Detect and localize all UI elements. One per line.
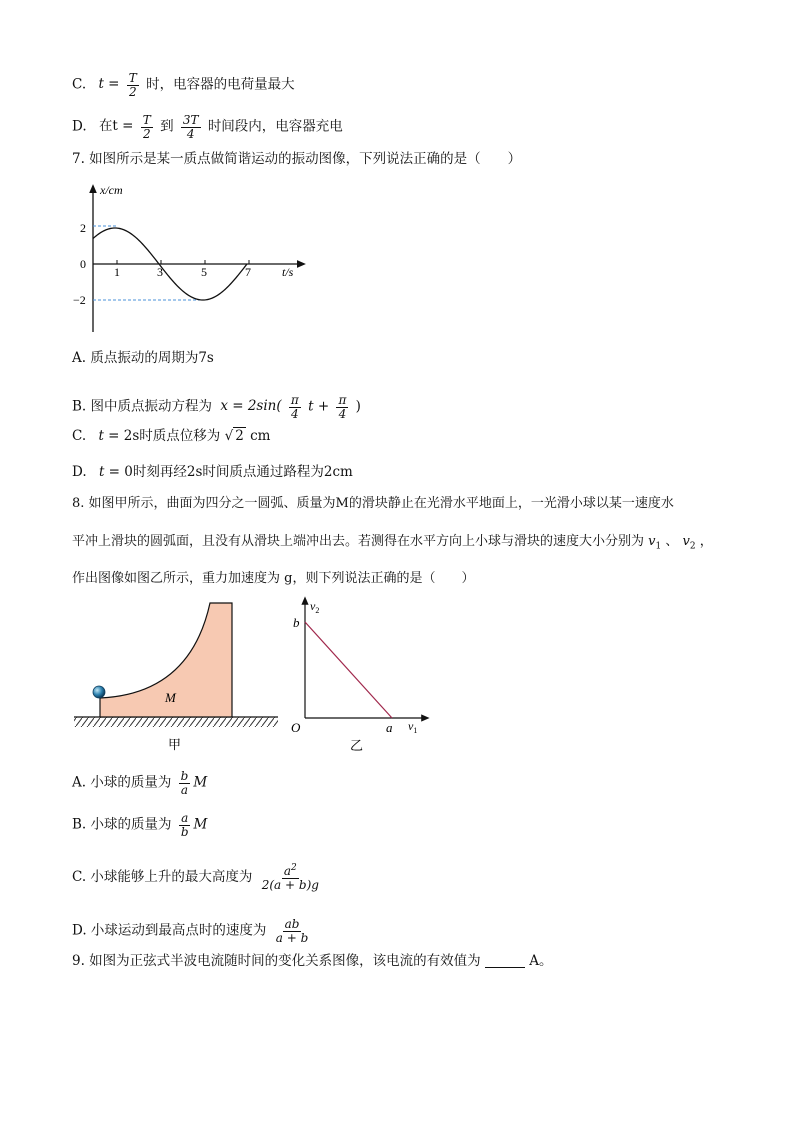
q6-option-c xyxy=(72,72,295,98)
x-tick-7: 7 xyxy=(245,265,251,279)
option-label: C. 小球能够上升的最大高度为 xyxy=(72,868,253,885)
mass-symbol: M xyxy=(193,816,208,833)
mass-symbol: M xyxy=(193,774,208,791)
x-axis-label: t/s xyxy=(282,265,294,279)
ball xyxy=(93,686,105,698)
q7-option-b xyxy=(72,394,361,420)
fraction-b-over-a xyxy=(179,770,191,796)
q8-stem-line1: 8. 如图甲所示，曲面为四分之一圆弧、质量为M的滑块静止在光滑水平地面上，一光滑小球以某一速度水 xyxy=(72,496,674,511)
frac-num: T xyxy=(142,113,151,127)
equation-part: ) xyxy=(355,398,361,415)
frac-num: 3T xyxy=(182,113,199,127)
caption-jia: 甲 xyxy=(168,738,182,753)
option-text: = 0时刻再经2s时间质点通过路程为2cm xyxy=(108,464,353,480)
fraction-3t-over-4 xyxy=(181,114,201,140)
option-text: = 2s时质点位移为 xyxy=(108,428,221,444)
subscript: 1 xyxy=(655,541,662,552)
q7-option-d xyxy=(72,466,353,480)
option-label: B. 图中质点振动方程为 xyxy=(72,398,213,415)
fraction-ab-over-a-plus-b xyxy=(274,918,311,944)
option-label: D. 小球运动到最高点时的速度为 xyxy=(72,922,267,939)
fraction-pi-over-4 xyxy=(336,394,348,420)
sqrt-2: √ 2 xyxy=(224,428,244,444)
frac-den: 2 xyxy=(142,126,151,141)
frac-den: 4 xyxy=(186,126,195,141)
frac-num: π xyxy=(290,393,299,407)
frac-den: a xyxy=(180,782,189,797)
math-t: t xyxy=(98,464,105,480)
frac-num xyxy=(282,864,299,879)
fraction-a-over-b xyxy=(179,812,191,838)
fraction-pi-over-4 xyxy=(289,394,301,420)
frac-num: π xyxy=(338,393,347,407)
option-label: D. xyxy=(72,118,87,135)
y-tick-2: 2 xyxy=(80,221,86,235)
symbol-v2: v xyxy=(682,534,690,549)
frac-num: T xyxy=(128,71,137,85)
a-label: a xyxy=(386,720,393,735)
stem-text: 平冲上滑块的圆弧面，且没有从滑块上端冲出去。若测得在水平方向上小球与滑块的速度大小分别为 xyxy=(72,534,645,549)
b-label: b xyxy=(293,615,300,630)
fraction-t-over-2 xyxy=(127,72,139,98)
y-axis-label: x/cm xyxy=(100,183,123,197)
y-tick-0: 0 xyxy=(80,257,86,271)
v2-v1-line xyxy=(305,622,392,718)
y-axis-label: $v_2$ xyxy=(310,599,320,615)
symbol-v1: v xyxy=(648,534,656,549)
subscript: 2 xyxy=(689,541,696,552)
frac-den: 2(a + b)g xyxy=(261,877,319,892)
ground-hatch xyxy=(74,717,278,727)
q8-option-a xyxy=(72,770,207,796)
q8-option-c xyxy=(72,864,324,891)
fraction-max-height xyxy=(260,864,321,891)
unit: cm xyxy=(250,428,271,444)
q7-oscillation-graph xyxy=(70,180,310,340)
q8-figure-jia xyxy=(70,598,282,758)
q7-option-a: A. 质点振动的周期为7s xyxy=(72,350,214,366)
frac-den: 2 xyxy=(128,84,137,99)
option-text: 时间段内，电容器充电 xyxy=(207,118,343,135)
frac-den: 4 xyxy=(291,406,299,421)
frac-num-base: a xyxy=(283,864,292,878)
option-label: C. xyxy=(72,428,87,444)
math-t: t = xyxy=(98,76,120,93)
q8-stem-line3: 作出图像如图乙所示，重力加速度为 g，则下列说法正确的是（ ） xyxy=(72,571,475,586)
option-label: B. 小球的质量为 xyxy=(72,816,172,833)
option-prefix: 在t = xyxy=(98,118,134,135)
mass-label: M xyxy=(165,690,176,705)
frac-num: b xyxy=(180,769,189,783)
fraction-t-over-2 xyxy=(141,114,153,140)
caption-yi: 乙 xyxy=(350,739,364,754)
q8-option-b xyxy=(72,812,207,838)
origin-label: O xyxy=(291,720,301,735)
unit: A。 xyxy=(529,953,553,969)
x-tick-1: 1 xyxy=(114,265,120,279)
option-text: 时，电容器的电荷量最大 xyxy=(146,76,295,93)
stem-text: 9. 如图为正弦式半波电流随时间的变化关系图像，该电流的有效值为 xyxy=(72,953,481,969)
q7-option-c xyxy=(72,430,270,444)
x-axis-label: $v_1$ xyxy=(408,719,418,735)
stem-text: ， xyxy=(699,534,713,549)
radicand: 2 xyxy=(235,428,244,444)
q8-figure-yi xyxy=(288,594,438,760)
q8-option-d xyxy=(72,918,313,944)
frac-num: ab xyxy=(284,917,300,931)
q7-stem: 7. 如图所示是某一质点做简谐运动的振动图像，下列说法正确的是（ ） xyxy=(72,151,522,167)
frac-num: a xyxy=(181,811,189,825)
math-t: t xyxy=(98,428,104,444)
frac-den: b xyxy=(180,824,189,839)
q6-option-d xyxy=(72,114,343,140)
answer-blank[interactable] xyxy=(485,955,525,968)
frac-den: a + b xyxy=(275,930,309,945)
x-tick-5: 5 xyxy=(201,265,207,279)
separator: 、 xyxy=(665,534,679,549)
x-tick-3: 3 xyxy=(157,265,163,279)
q8-stem-line2 xyxy=(72,535,713,552)
frac-den: 4 xyxy=(338,406,347,421)
option-mid: 到 xyxy=(160,118,174,135)
option-label: D. xyxy=(72,464,87,480)
y-tick-neg2: −2 xyxy=(73,293,86,307)
equation-part: t + xyxy=(308,398,330,415)
option-label: A. 小球的质量为 xyxy=(72,774,172,791)
equation-part: x = 2sin( xyxy=(220,398,282,415)
option-label: C. xyxy=(72,76,87,93)
superscript: 2 xyxy=(291,863,297,873)
q9-stem xyxy=(72,955,553,969)
